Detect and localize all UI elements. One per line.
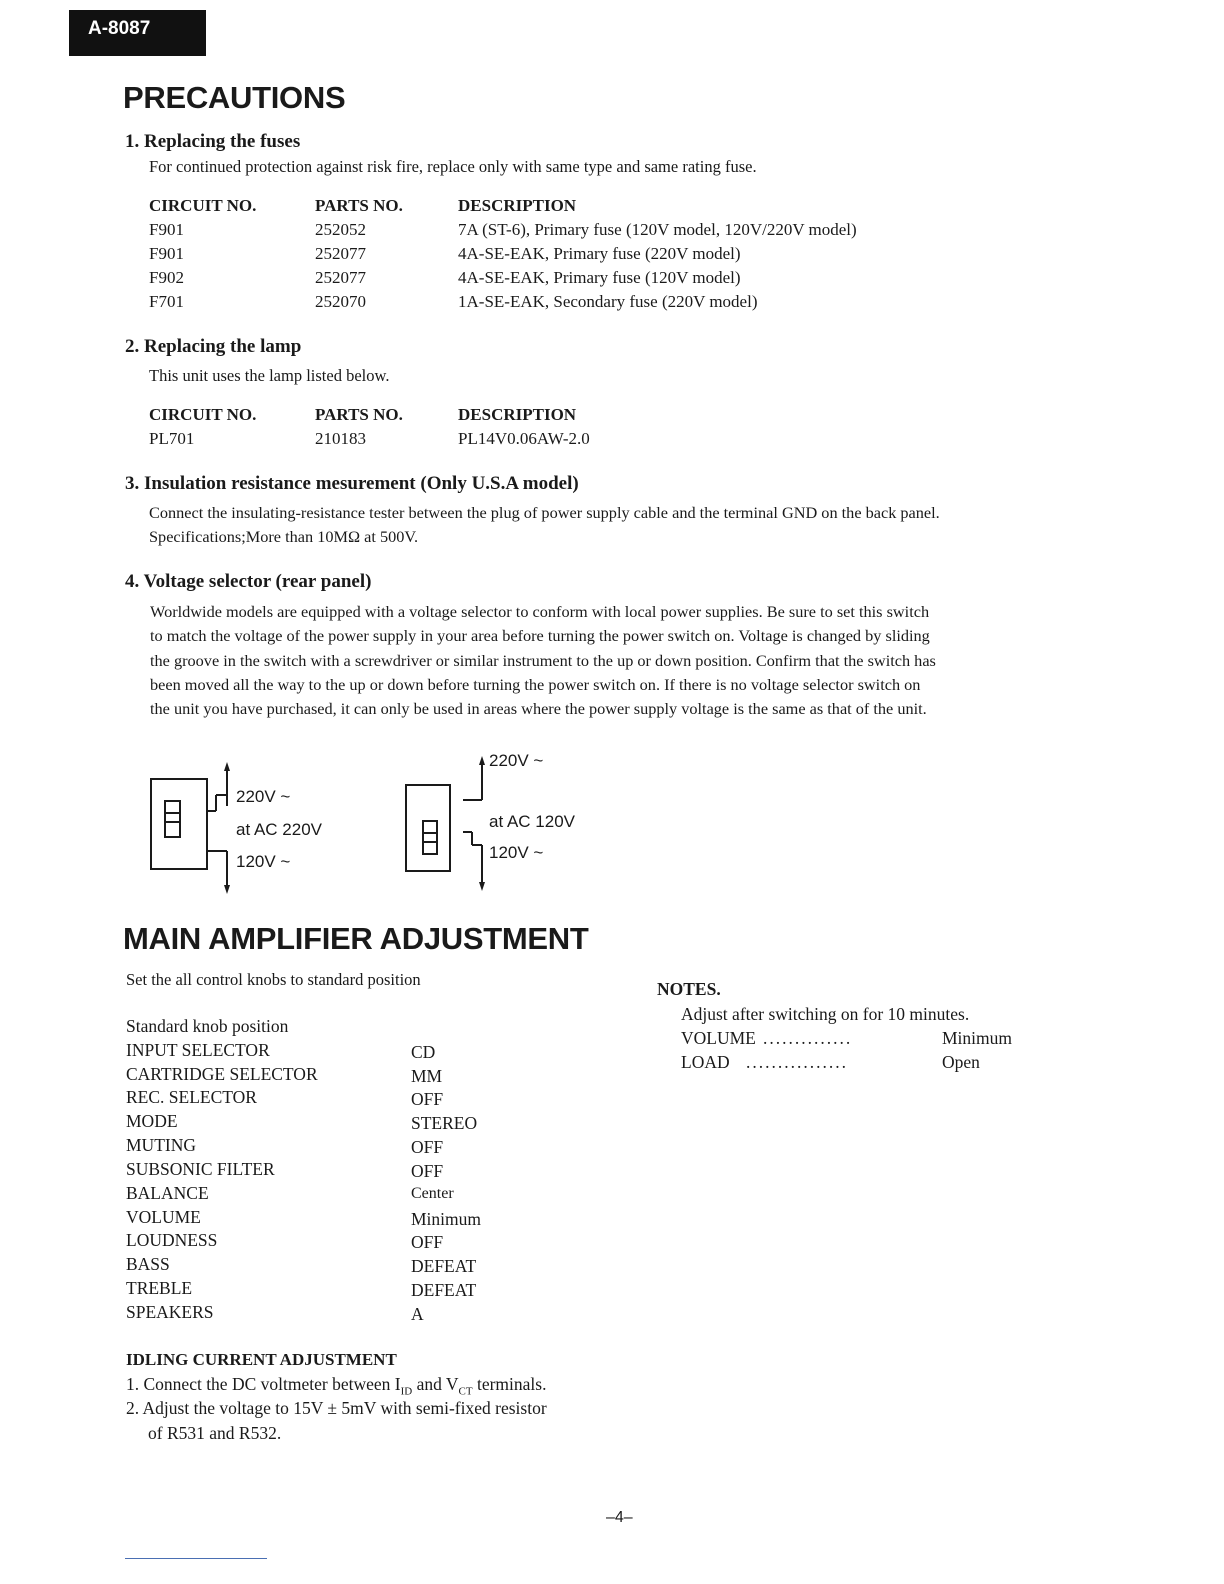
left-diagram-mode-label: at AC 220V bbox=[236, 820, 323, 839]
lamp-table-header-parts: PARTS NO. bbox=[315, 405, 403, 424]
knob-name: LOUDNESS bbox=[126, 1230, 218, 1250]
notes-item-leader: .............. bbox=[763, 1028, 853, 1048]
right-diagram-120v-label: 120V ~ bbox=[489, 843, 544, 862]
section-3-line: Specifications;More than 10MΩ at 500V. bbox=[149, 527, 419, 547]
knob-value: Center bbox=[411, 1185, 454, 1202]
lamp-table-header-circuit: CIRCUIT NO. bbox=[149, 405, 257, 424]
fuse-row-circuit: F901 bbox=[149, 220, 184, 239]
notes-item-name: LOAD bbox=[681, 1052, 730, 1072]
knob-name: CARTRIDGE SELECTOR bbox=[126, 1064, 318, 1084]
idling-step-1-subscript: CT bbox=[458, 1385, 473, 1398]
section-2-intro: This unit uses the lamp listed below. bbox=[149, 366, 390, 385]
section-2-heading: 2. Replacing the lamp bbox=[125, 336, 302, 357]
lamp-table-header-description: DESCRIPTION bbox=[458, 405, 577, 424]
notes-item-leader: ................ bbox=[746, 1052, 848, 1072]
main-adjustment-title: MAIN AMPLIFIER ADJUSTMENT bbox=[123, 921, 589, 956]
knob-name: TREBLE bbox=[126, 1278, 193, 1298]
notes-item-value: Open bbox=[942, 1052, 980, 1072]
section-1-heading: 1. Replacing the fuses bbox=[125, 131, 301, 152]
fuse-table-header-description: DESCRIPTION bbox=[458, 196, 577, 215]
section-3-body bbox=[149, 501, 1125, 550]
knob-position-list bbox=[126, 1040, 546, 1330]
knob-name: BALANCE bbox=[126, 1183, 209, 1203]
model-number-tab: A-8087 bbox=[69, 10, 206, 56]
lamp-row-description: PL14V0.06AW-2.0 bbox=[458, 429, 590, 448]
left-diagram-120v-label: 120V ~ bbox=[236, 852, 291, 871]
fuse-table-header-parts: PARTS NO. bbox=[315, 196, 403, 215]
fuse-row-description: 1A-SE-EAK, Secondary fuse (220V model) bbox=[458, 292, 758, 311]
notes-heading: NOTES. bbox=[657, 979, 721, 999]
idling-step-1-text: and V bbox=[412, 1374, 459, 1394]
fuse-row-circuit: F901 bbox=[149, 244, 184, 263]
knob-name: MODE bbox=[126, 1111, 178, 1131]
knob-name: VOLUME bbox=[126, 1207, 201, 1227]
idling-step-2-continued: of R531 and R532. bbox=[148, 1423, 282, 1443]
knob-value: OFF bbox=[411, 1161, 444, 1181]
knob-name: SPEAKERS bbox=[126, 1302, 214, 1322]
section-1-intro: For continued protection against risk fire, replace only with same type and same rating fuse. bbox=[149, 157, 757, 176]
fuse-row-description: 7A (ST-6), Primary fuse (120V model, 120V/220V model) bbox=[458, 220, 857, 239]
section-4-body bbox=[150, 600, 1126, 721]
section-4-line: the unit you have purchased, it can only be used in areas where the power supply voltage is the same as that of the unit. bbox=[150, 699, 927, 719]
right-diagram-220v-label: 220V ~ bbox=[489, 751, 544, 770]
fuse-row-circuit: F902 bbox=[149, 268, 184, 287]
fuse-row-parts: 252052 bbox=[315, 220, 366, 239]
fuse-table-header-circuit: CIRCUIT NO. bbox=[149, 196, 257, 215]
knob-name: INPUT SELECTOR bbox=[126, 1040, 270, 1060]
knob-value: STEREO bbox=[411, 1113, 478, 1133]
notes-item-name: VOLUME bbox=[681, 1028, 756, 1048]
idling-step-1-text: terminals. bbox=[472, 1374, 547, 1394]
knob-name: SUBSONIC FILTER bbox=[126, 1159, 275, 1179]
fuse-row-parts: 252077 bbox=[315, 268, 366, 287]
section-4-heading: 4. Voltage selector (rear panel) bbox=[125, 571, 372, 592]
knob-name: MUTING bbox=[126, 1135, 196, 1155]
precautions-title: PRECAUTIONS bbox=[123, 80, 346, 115]
knob-value: DEFEAT bbox=[411, 1280, 477, 1300]
knob-position-heading: Standard knob position bbox=[126, 1016, 289, 1036]
section-3-heading: 3. Insulation resistance mesurement (Only U.S.A model) bbox=[125, 473, 579, 494]
main-adjustment-intro: Set the all control knobs to standard position bbox=[126, 970, 421, 989]
section-3-line: Connect the insulating-resistance tester between the plug of power supply cable and the terminal GND on the back panel. bbox=[149, 503, 940, 522]
fuse-row-description: 4A-SE-EAK, Primary fuse (220V model) bbox=[458, 244, 741, 263]
section-4-line: to match the voltage of the power supply in your area before turning the power switch on. Voltage is changed by sliding bbox=[150, 626, 930, 646]
knob-name: REC. SELECTOR bbox=[126, 1087, 257, 1107]
knob-value: MM bbox=[411, 1066, 443, 1086]
lamp-row-parts: 210183 bbox=[315, 429, 366, 448]
notes-line: Adjust after switching on for 10 minutes. bbox=[681, 1004, 970, 1024]
idling-current-heading: IDLING CURRENT ADJUSTMENT bbox=[126, 1350, 397, 1369]
idling-step-2: 2. Adjust the voltage to 15V ± 5mV with semi-fixed resistor bbox=[126, 1398, 547, 1418]
knob-value: CD bbox=[411, 1042, 436, 1062]
knob-value: Minimum bbox=[411, 1209, 482, 1229]
knob-value: OFF bbox=[411, 1232, 444, 1252]
section-4-line: the groove in the switch with a screwdriver or similar instrument to the up or down position. Confirm that the switch has bbox=[150, 650, 936, 670]
idling-step-1-text: 1. Connect the DC voltmeter between I bbox=[126, 1374, 401, 1394]
fuse-row-description: 4A-SE-EAK, Primary fuse (120V model) bbox=[458, 268, 741, 287]
idling-step-1 bbox=[126, 1374, 546, 1398]
section-4-line: Worldwide models are equipped with a voltage selector to conform with local power supplies. Be sure to set this switch bbox=[150, 602, 930, 621]
knob-value: DEFEAT bbox=[411, 1256, 477, 1276]
knob-value: OFF bbox=[411, 1137, 444, 1157]
right-diagram-mode-label: at AC 120V bbox=[489, 812, 576, 831]
knob-name: BASS bbox=[126, 1254, 170, 1274]
left-diagram-220v-label: 220V ~ bbox=[236, 787, 291, 806]
fuse-row-circuit: F701 bbox=[149, 292, 184, 311]
idling-step-1-subscript: ID bbox=[400, 1385, 413, 1398]
knob-value: OFF bbox=[411, 1089, 444, 1109]
page-number: –4– bbox=[606, 1509, 633, 1526]
lamp-row-circuit: PL701 bbox=[149, 429, 195, 448]
knob-value: A bbox=[411, 1304, 424, 1324]
fuse-row-parts: 252077 bbox=[315, 244, 366, 263]
notes-item-value: Minimum bbox=[942, 1028, 1013, 1048]
section-4-line: been moved all the way to the up or down before turning the power switch on. If there is no voltage selector switch on bbox=[150, 674, 921, 694]
footer-rule bbox=[125, 1558, 267, 1559]
fuse-row-parts: 252070 bbox=[315, 292, 366, 311]
